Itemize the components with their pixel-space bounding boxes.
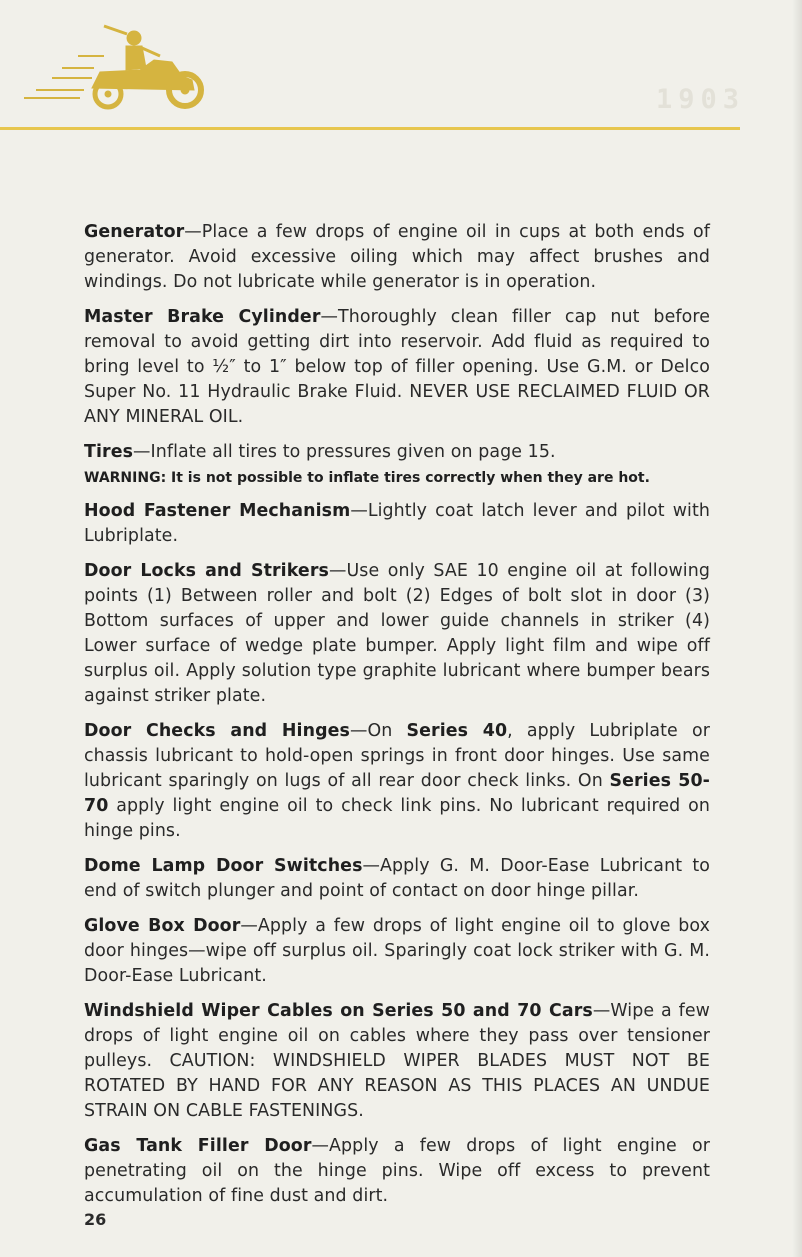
section-title: Door Checks and Hinges [84,721,350,741]
section-door-locks: Door Locks and Strikers—Use only SAE 10 engine oil at following points (1) Between roller and bolt (2) Edges of bolt slot in door (3) Bottom surfaces of upper and lower guide channels in striker (4) Lower surface of wedge plate bumper. Apply light film and wipe off surplus oil. Apply solution type graphite lubricant where bumper bears against striker plate. [84,561,710,706]
section-title: Dome Lamp Door Switches [84,856,363,876]
section-text: Apply G. M. Door-Ease Lubricant to end of switch plunger and point of contact on door hinge pillar. [84,856,710,901]
section-title: Tires [84,442,134,462]
section-tires: Tires—Inflate all tires to pressures given on page 15. [84,442,556,462]
section-title: Windshield Wiper Cables on Series 50 and 70 Cars [84,1001,593,1021]
section-glove-box: Glove Box Door—Apply a few drops of light engine oil to glove box door hinges—wipe off surplus oil. Sparingly coat lock striker with G. M. Door-Ease Lubricant. [84,916,710,986]
page-edge-shadow [792,0,802,1257]
section-text: Use only SAE 10 engine oil at following points (1) Between roller and bolt (2) Edges of bolt slot in door (3) Bottom surfaces of upper and lower guide channels in striker (4) Lower surface of wedge plate bumper. Apply light film and wipe off surplus oil. Apply solution type graphite lubricant where bumper bears against striker plate. [84,561,710,706]
section-door-checks: Door Checks and Hinges—On Series 40, apply Lubriplate or chassis lubricant to hold-open springs in front door hinges. Use same lubricant sparingly on lugs of all rear door check links. On Series 50-70 apply light engine oil to check link pins. No lubricant required on hinge pins. [84,721,710,841]
section-text: Lightly coat latch lever and pilot with Lubriplate. [84,501,710,546]
header-rule [0,127,740,130]
section-title: Master Brake Cylinder [84,307,321,327]
section-text: Place a few drops of engine oil in cups at both ends of generator. Avoid excessive oiling which may affect brushes and windings. Do not lubricate while generator is in operation. [84,222,710,292]
series-label: Series 40 [406,721,508,741]
page-number: 26 [84,1210,107,1229]
series-label: Series 50-70 [84,771,710,816]
section-hood-fastener: Hood Fastener Mechanism—Lightly coat latch lever and pilot with Lubriplate. [84,501,710,546]
section-text: Thoroughly clean filler cap nut before removal to avoid getting dirt into reservoir. Add fluid as required to bring level to ½″ to 1″ below top of filler opening. Use G.M. or Delco Super No. 11 Hydraulic Brake Fluid. NEVER USE RECLAIMED FLUID OR ANY MINERAL OIL. [84,307,710,427]
section-text: Apply a few drops of light engine or penetrating oil on the hinge pins. Wipe off excess to prevent accumulation of fine dust and dirt. [84,1136,710,1206]
section-generator: Generator—Place a few drops of engine oil in cups at both ends of generator. Avoid excessive oiling which may affect brushes and windings. Do not lubricate while generator is in operation. [84,222,710,292]
tire-warning: WARNING: It is not possible to inflate tires correctly when they are hot. [84,470,650,486]
section-title: Hood Fastener Mechanism [84,501,351,521]
section-text: Apply a few drops of light engine oil to glove box door hinges—wipe off surplus oil. Sparingly coat lock striker with G. M. Door-Ease Lubricant. [84,916,710,986]
section-master-brake-cylinder: Master Brake Cylinder—Thoroughly clean filler cap nut before removal to avoid getting dirt into reservoir. Add fluid as required to bring level to ½″ to 1″ below top of filler opening. Use G.M. or Delco Super No. 11 Hydraulic Brake Fluid. NEVER USE RECLAIMED FLUID OR ANY MINERAL OIL. [84,307,710,427]
section-dome-lamp: Dome Lamp Door Switches—Apply G. M. Door-Ease Lubricant to end of switch plunger and point of contact on door hinge pillar. [84,856,710,901]
section-text: Wipe a few drops of light engine oil on cables where they pass over tensioner pulleys. CAUTION: WINDSHIELD WIPER BLADES MUST NOT BE ROTATED BY HAND FOR ANY REASON AS THIS PLACES AN UNDUE STRAIN ON CABLE FASTENINGS. [84,1001,710,1121]
section-windshield-wiper: Windshield Wiper Cables on Series 50 and 70 Cars—Wipe a few drops of light engine oil on cables where they pass over tensioner pulleys. CAUTION: WINDSHIELD WIPER BLADES MUST NOT BE ROTATED BY HAND FOR ANY REASON AS THIS PLACES AN UNDUE STRAIN ON CABLE FASTENINGS. [84,1001,710,1121]
section-title: Generator [84,222,185,242]
lubrication-instructions [84,220,710,1219]
section-title: Glove Box Door [84,916,241,936]
year-label: 1903 [656,84,746,115]
section-title: Door Locks and Strikers [84,561,329,581]
section-title: Gas Tank Filler Door [84,1136,312,1156]
vintage-car-icon [22,16,212,112]
section-gas-tank: Gas Tank Filler Door—Apply a few drops of light engine or penetrating oil on the hinge pins. Wipe off excess to prevent accumulation of fine dust and dirt. [84,1136,710,1206]
section-text: Inflate all tires to pressures given on page 15. [150,442,556,462]
